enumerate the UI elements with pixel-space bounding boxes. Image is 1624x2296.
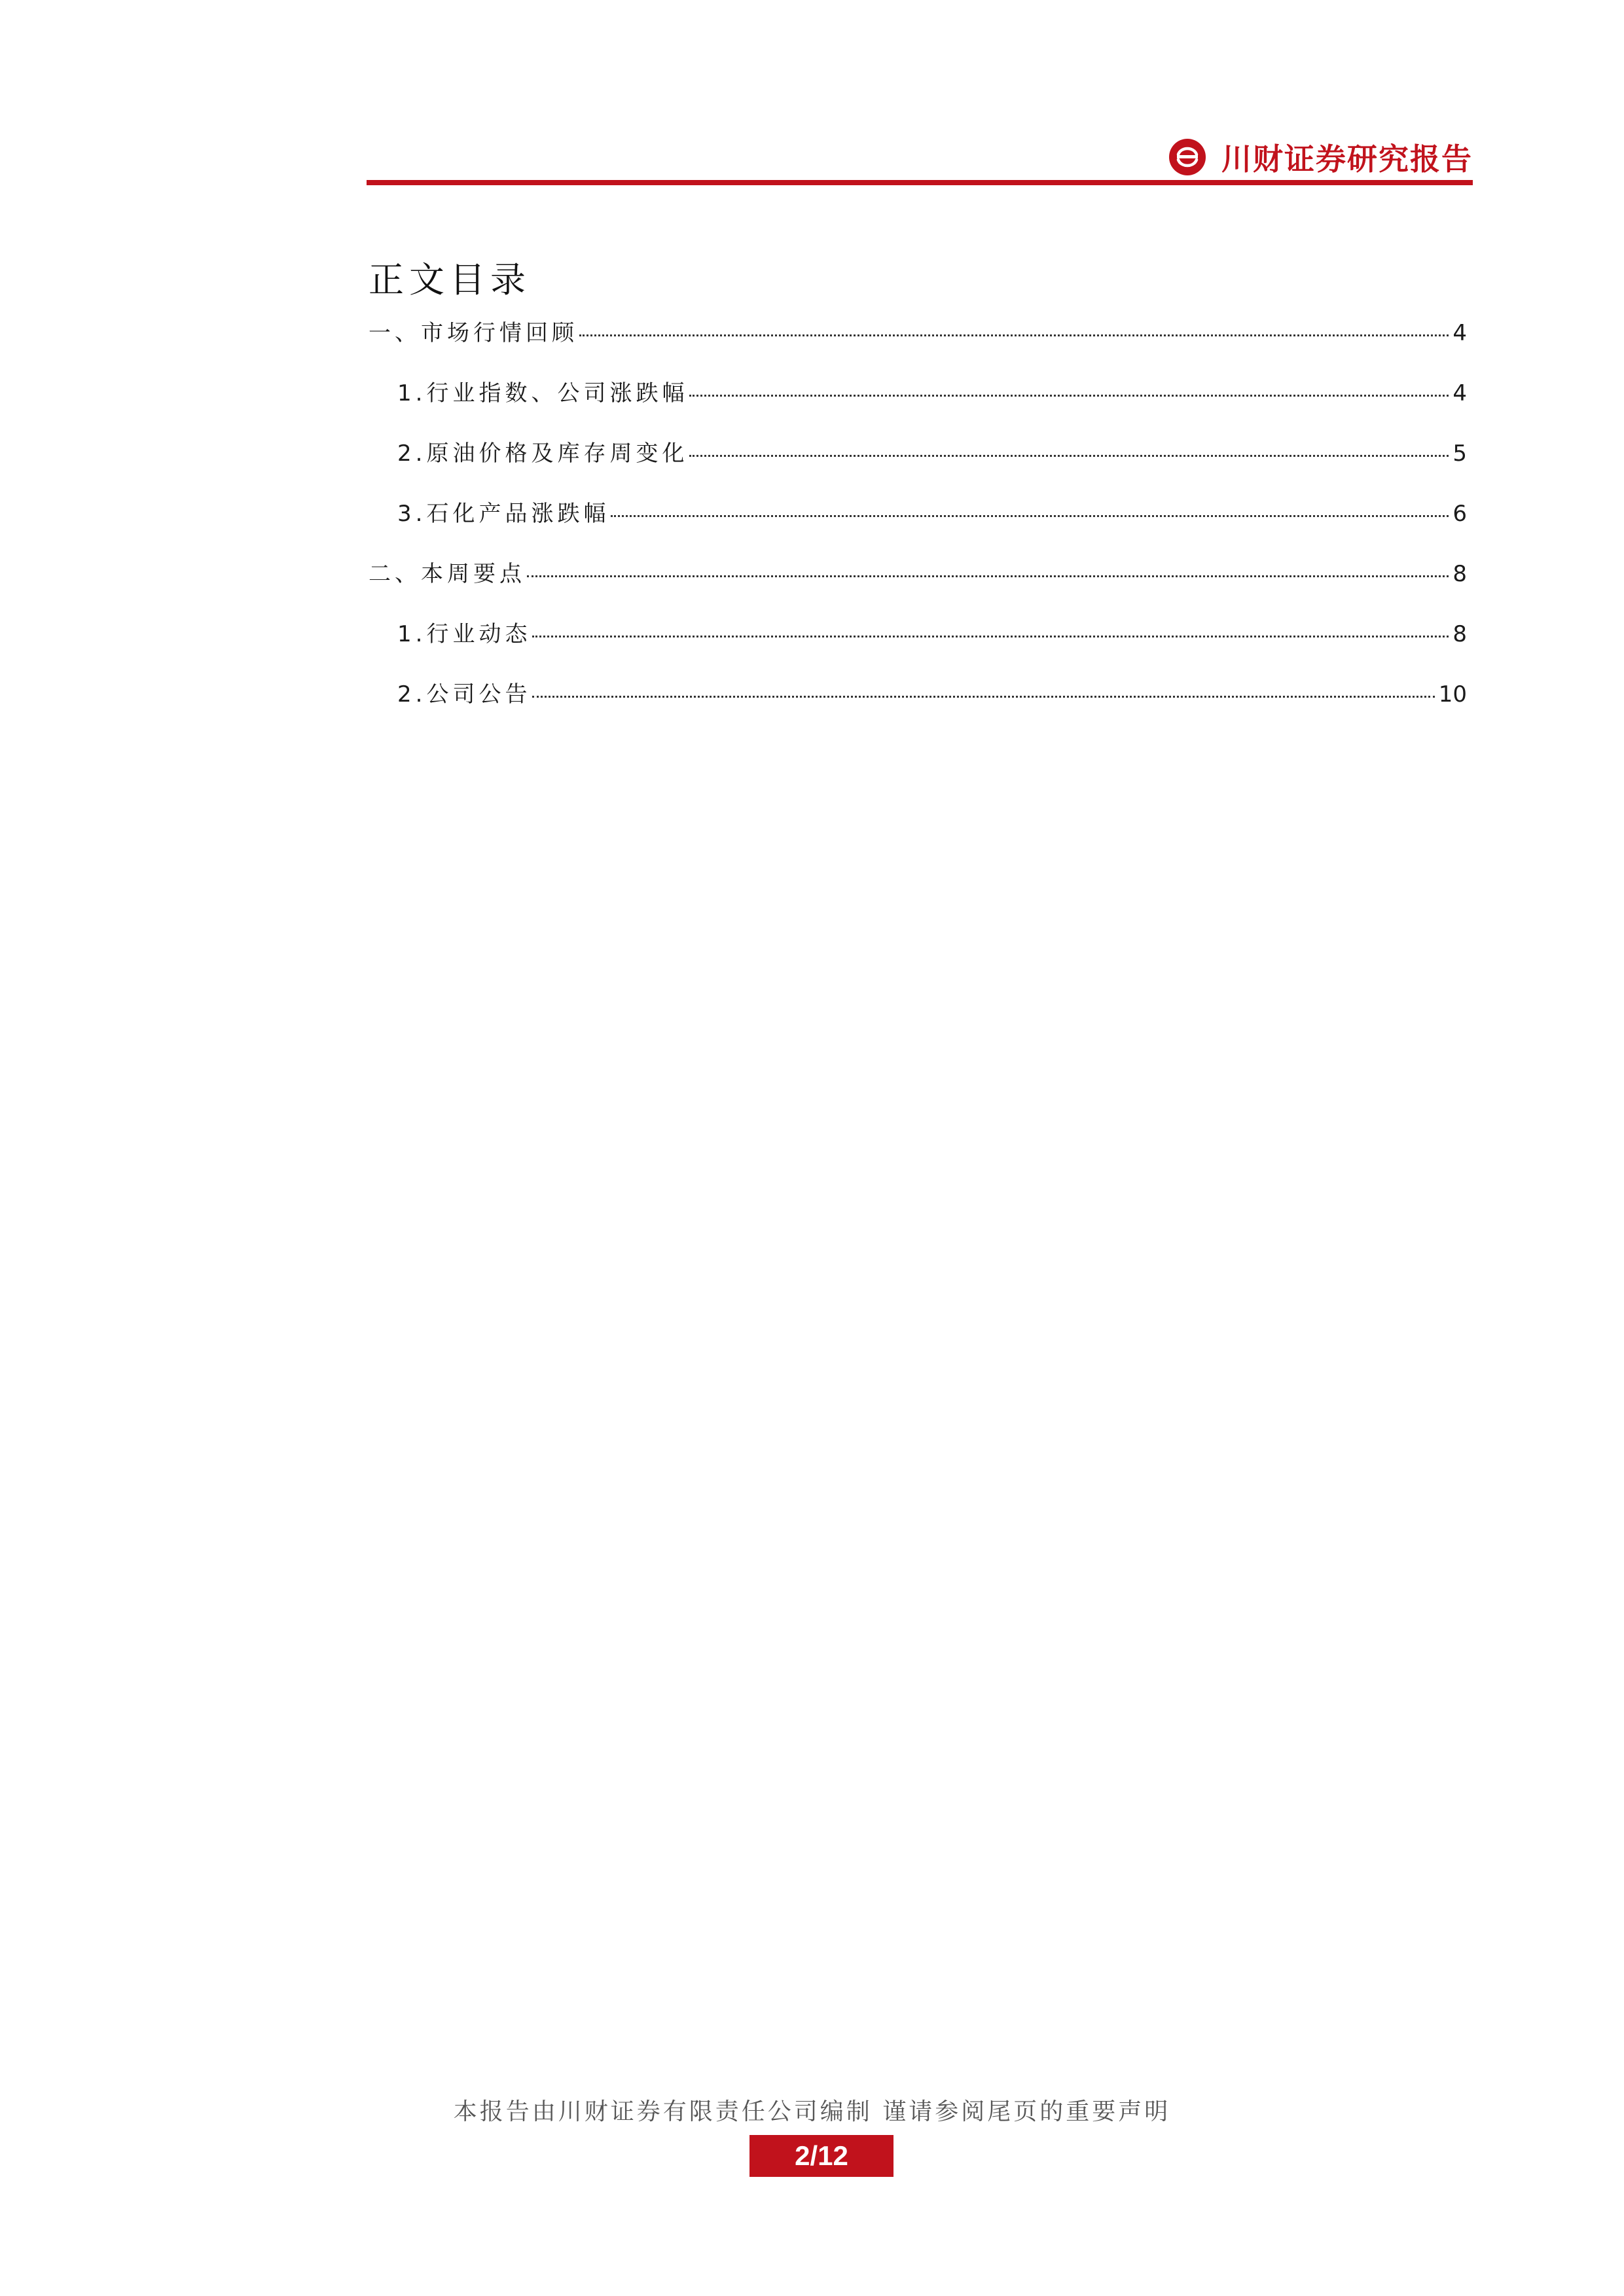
dot-leader <box>527 575 1449 577</box>
toc-entry-text: 1.行业指数、公司涨跌幅 <box>397 380 689 406</box>
toc-entry-text: 二、本周要点 <box>369 561 526 587</box>
table-of-contents <box>369 319 1467 740</box>
toc-entry-market-review[interactable] <box>369 319 1467 379</box>
brand <box>1168 135 1473 179</box>
toc-page-number: 8 <box>1453 621 1467 647</box>
report-header <box>367 121 1473 187</box>
footer-disclaimer: 本报告由川财证券有限责任公司编制 谨请参阅尾页的重要声明 <box>453 2098 1171 2125</box>
toc-page-number: 8 <box>1453 561 1467 587</box>
toc-page-number: 6 <box>1453 501 1467 527</box>
chuancai-logo-icon <box>1168 137 1207 177</box>
toc-entry-weekly-highlights[interactable] <box>369 560 1467 620</box>
dot-leader <box>611 515 1449 517</box>
dot-leader <box>532 636 1449 637</box>
dot-leader <box>689 455 1449 457</box>
toc-entry-text: 2.公司公告 <box>397 681 532 708</box>
toc-entry-text: 1.行业动态 <box>397 621 532 647</box>
toc-page-number: 4 <box>1453 320 1467 346</box>
dot-leader <box>579 334 1449 336</box>
toc-title: 正文目录 <box>369 259 531 300</box>
dot-leader <box>689 395 1449 397</box>
toc-entry-company-announcements[interactable] <box>369 680 1467 740</box>
toc-page-number: 5 <box>1453 440 1467 467</box>
header-divider <box>367 180 1473 185</box>
toc-entry-industry-index[interactable] <box>369 379 1467 439</box>
toc-entry-text: 一、市场行情回顾 <box>369 320 578 346</box>
toc-entry-petrochemical-products[interactable] <box>369 499 1467 560</box>
toc-entry-industry-news[interactable] <box>369 620 1467 680</box>
toc-entry-text: 2.原油价格及库存周变化 <box>397 440 689 467</box>
toc-entry-text: 3.石化产品涨跌幅 <box>397 501 610 527</box>
brand-name: 川财证券研究报告 <box>1221 141 1473 177</box>
toc-page-number: 10 <box>1438 681 1467 708</box>
page-indicator: 2/12 <box>749 2135 893 2177</box>
toc-page-number: 4 <box>1453 380 1467 406</box>
toc-entry-crude-oil[interactable] <box>369 439 1467 499</box>
dot-leader <box>532 696 1434 698</box>
